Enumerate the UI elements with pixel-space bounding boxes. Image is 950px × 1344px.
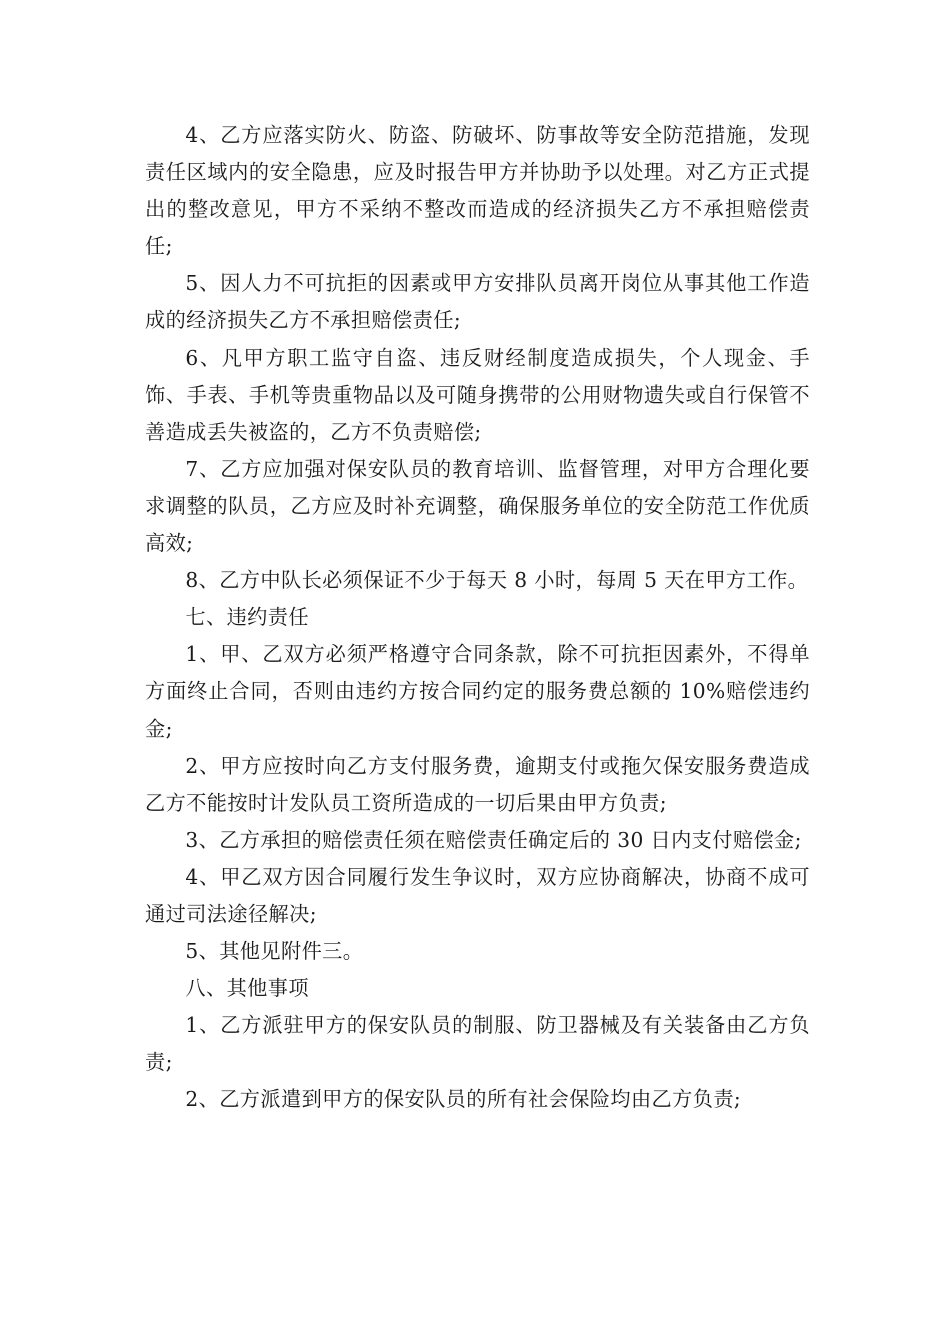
clause-7-3: 3、乙方承担的赔偿责任须在赔偿责任确定后的 30 日内支付赔偿金; — [185, 827, 802, 852]
clause-7-1: 1、甲、乙双方必须严格遵守合同条款，除不可抗拒因素外，不得单方面终止合同，否则由违约方按合同约定的服务费总额的 10%赔偿违约金; — [145, 642, 810, 741]
clause-7-2: 2、甲方应按时向乙方支付服务费，逾期支付或拖欠保安服务费造成乙方不能按时计发队员工资所造成的一切后果由甲方负责; — [145, 753, 810, 815]
clause-6-6: 6、凡甲方职工监守自盗、违反财经制度造成损失，个人现金、手饰、手表、手机等贵重物品以及可随身携带的公用财物遗失或自行保管不善造成丢失被盗的，乙方不负责赔偿; — [145, 345, 810, 444]
clause-6-4: 4、乙方应落实防火、防盗、防破坏、防事故等安全防范措施，发现责任区域内的安全隐患，应及时报告甲方并协助予以处理。对乙方正式提出的整改意见，甲方不采纳不整改而造成的经济损失乙方不承担赔偿责任; — [145, 123, 810, 259]
clause-8-1: 1、乙方派驻甲方的保安队员的制服、防卫器械及有关装备由乙方负责; — [145, 1013, 810, 1075]
clause-6-7: 7、乙方应加强对保安队员的教育培训、监督管理，对甲方合理化要求调整的队员，乙方应及时补充调整，确保服务单位的安全防范工作优质高效; — [145, 456, 810, 556]
clause-6-8: 8、乙方中队长必须保证不少于每天 8 小时，每周 5 天在甲方工作。 — [185, 568, 809, 593]
section-heading-breach-liability: 七、违约责任 — [185, 605, 309, 630]
document-body — [145, 117, 810, 1119]
clause-8-2: 2、乙方派遣到甲方的保安队员的所有社会保险均由乙方负责; — [185, 1087, 742, 1112]
section-heading-other-matters: 八、其他事项 — [185, 976, 309, 1001]
clause-7-4: 4、甲乙双方因合同履行发生争议时，双方应协商解决，协商不成可通过司法途径解决; — [145, 864, 810, 926]
clause-6-5: 5、因人力不可抗拒的因素或甲方安排队员离开岗位从事其他工作造成的经济损失乙方不承担赔偿责任; — [145, 271, 810, 333]
clause-7-5: 5、其他见附件三。 — [185, 939, 364, 964]
